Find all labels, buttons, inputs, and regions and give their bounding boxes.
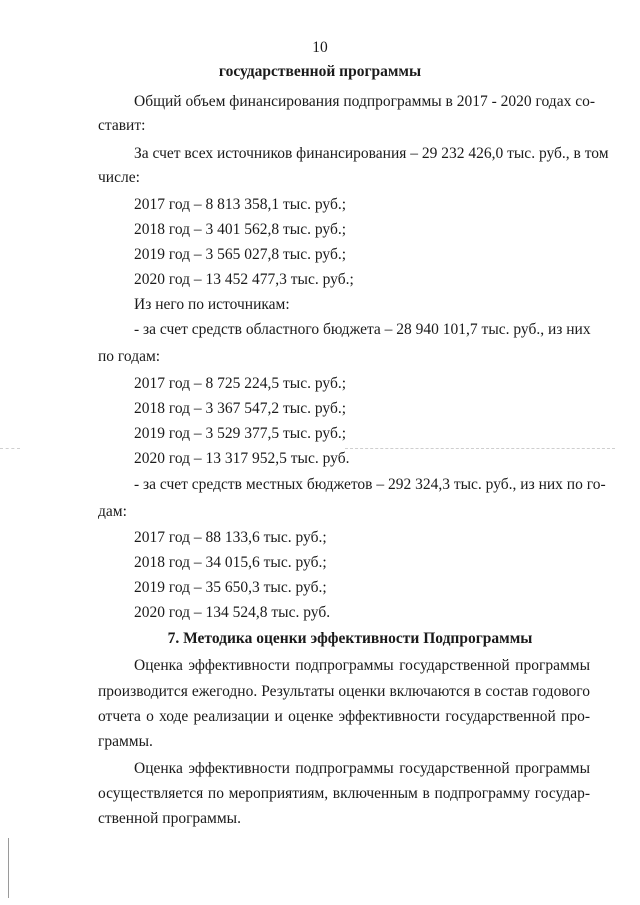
scan-edge-mark xyxy=(8,838,9,898)
heading-tail: государственной программы xyxy=(218,63,422,80)
all-sources-line-1: За счет всех источников финансирования – 29 232 426,0 тыс. руб., в том xyxy=(134,145,609,162)
page-number: 10 xyxy=(312,39,328,56)
local-2020: 2020 год – 134 524,8 тыс. руб. xyxy=(134,604,331,621)
all-sources-2019: 2019 год – 3 565 027,8 тыс. руб.; xyxy=(134,246,347,263)
local-2019: 2019 год – 35 650,3 тыс. руб.; xyxy=(134,579,327,596)
all-sources-2020: 2020 год – 13 452 477,3 тыс. руб.; xyxy=(134,271,354,288)
all-sources-2018: 2018 год – 3 401 562,8 тыс. руб.; xyxy=(134,221,347,238)
para2-line-2: осуществляется по мероприятиям, включенным в подпрограмму государ- xyxy=(98,785,590,802)
regional-line-2: по годам: xyxy=(98,348,161,365)
local-2017: 2017 год – 88 133,6 тыс. руб.; xyxy=(134,529,327,546)
intro-line-2: ставит: xyxy=(98,117,146,134)
regional-2019: 2019 год – 3 529 377,5 тыс. руб.; xyxy=(134,425,347,442)
scan-artifact xyxy=(0,448,20,449)
local-2018: 2018 год – 34 015,6 тыс. руб.; xyxy=(134,554,327,571)
local-line-1: - за счет средств местных бюджетов – 292 324,3 тыс. руб., из них по го- xyxy=(134,476,606,493)
section-7-title: 7. Методика оценки эффективности Подпрограммы xyxy=(167,630,533,647)
regional-2020: 2020 год – 13 317 952,5 тыс. руб. xyxy=(134,450,350,467)
para1-line-4: граммы. xyxy=(98,733,153,750)
all-sources-2017: 2017 год – 8 813 358,1 тыс. руб.; xyxy=(134,196,347,213)
intro-line-1: Общий объем финансирования подпрограммы в 2017 - 2020 годах со- xyxy=(134,93,595,110)
para1-line-3: отчета о ходе реализации и оценке эффективности государственной про- xyxy=(98,708,590,725)
by-source-label: Из него по источникам: xyxy=(134,296,290,313)
all-sources-line-2: числе: xyxy=(98,169,140,186)
para2-line-3: ственной программы. xyxy=(98,810,241,827)
regional-line-1: - за счет средств областного бюджета – 28 940 101,7 тыс. руб., из них xyxy=(134,321,591,338)
scan-artifact xyxy=(345,448,615,449)
regional-2017: 2017 год – 8 725 224,5 тыс. руб.; xyxy=(134,375,347,392)
para1-line-2: производится ежегодно. Результаты оценки включаются в состав годового xyxy=(98,683,590,700)
para2-line-1: Оценка эффективности подпрограммы государственной программы xyxy=(134,760,590,777)
regional-2018: 2018 год – 3 367 547,2 тыс. руб.; xyxy=(134,400,347,417)
local-line-2: дам: xyxy=(98,503,127,520)
para1-line-1: Оценка эффективности подпрограммы государственной программы xyxy=(134,657,590,674)
